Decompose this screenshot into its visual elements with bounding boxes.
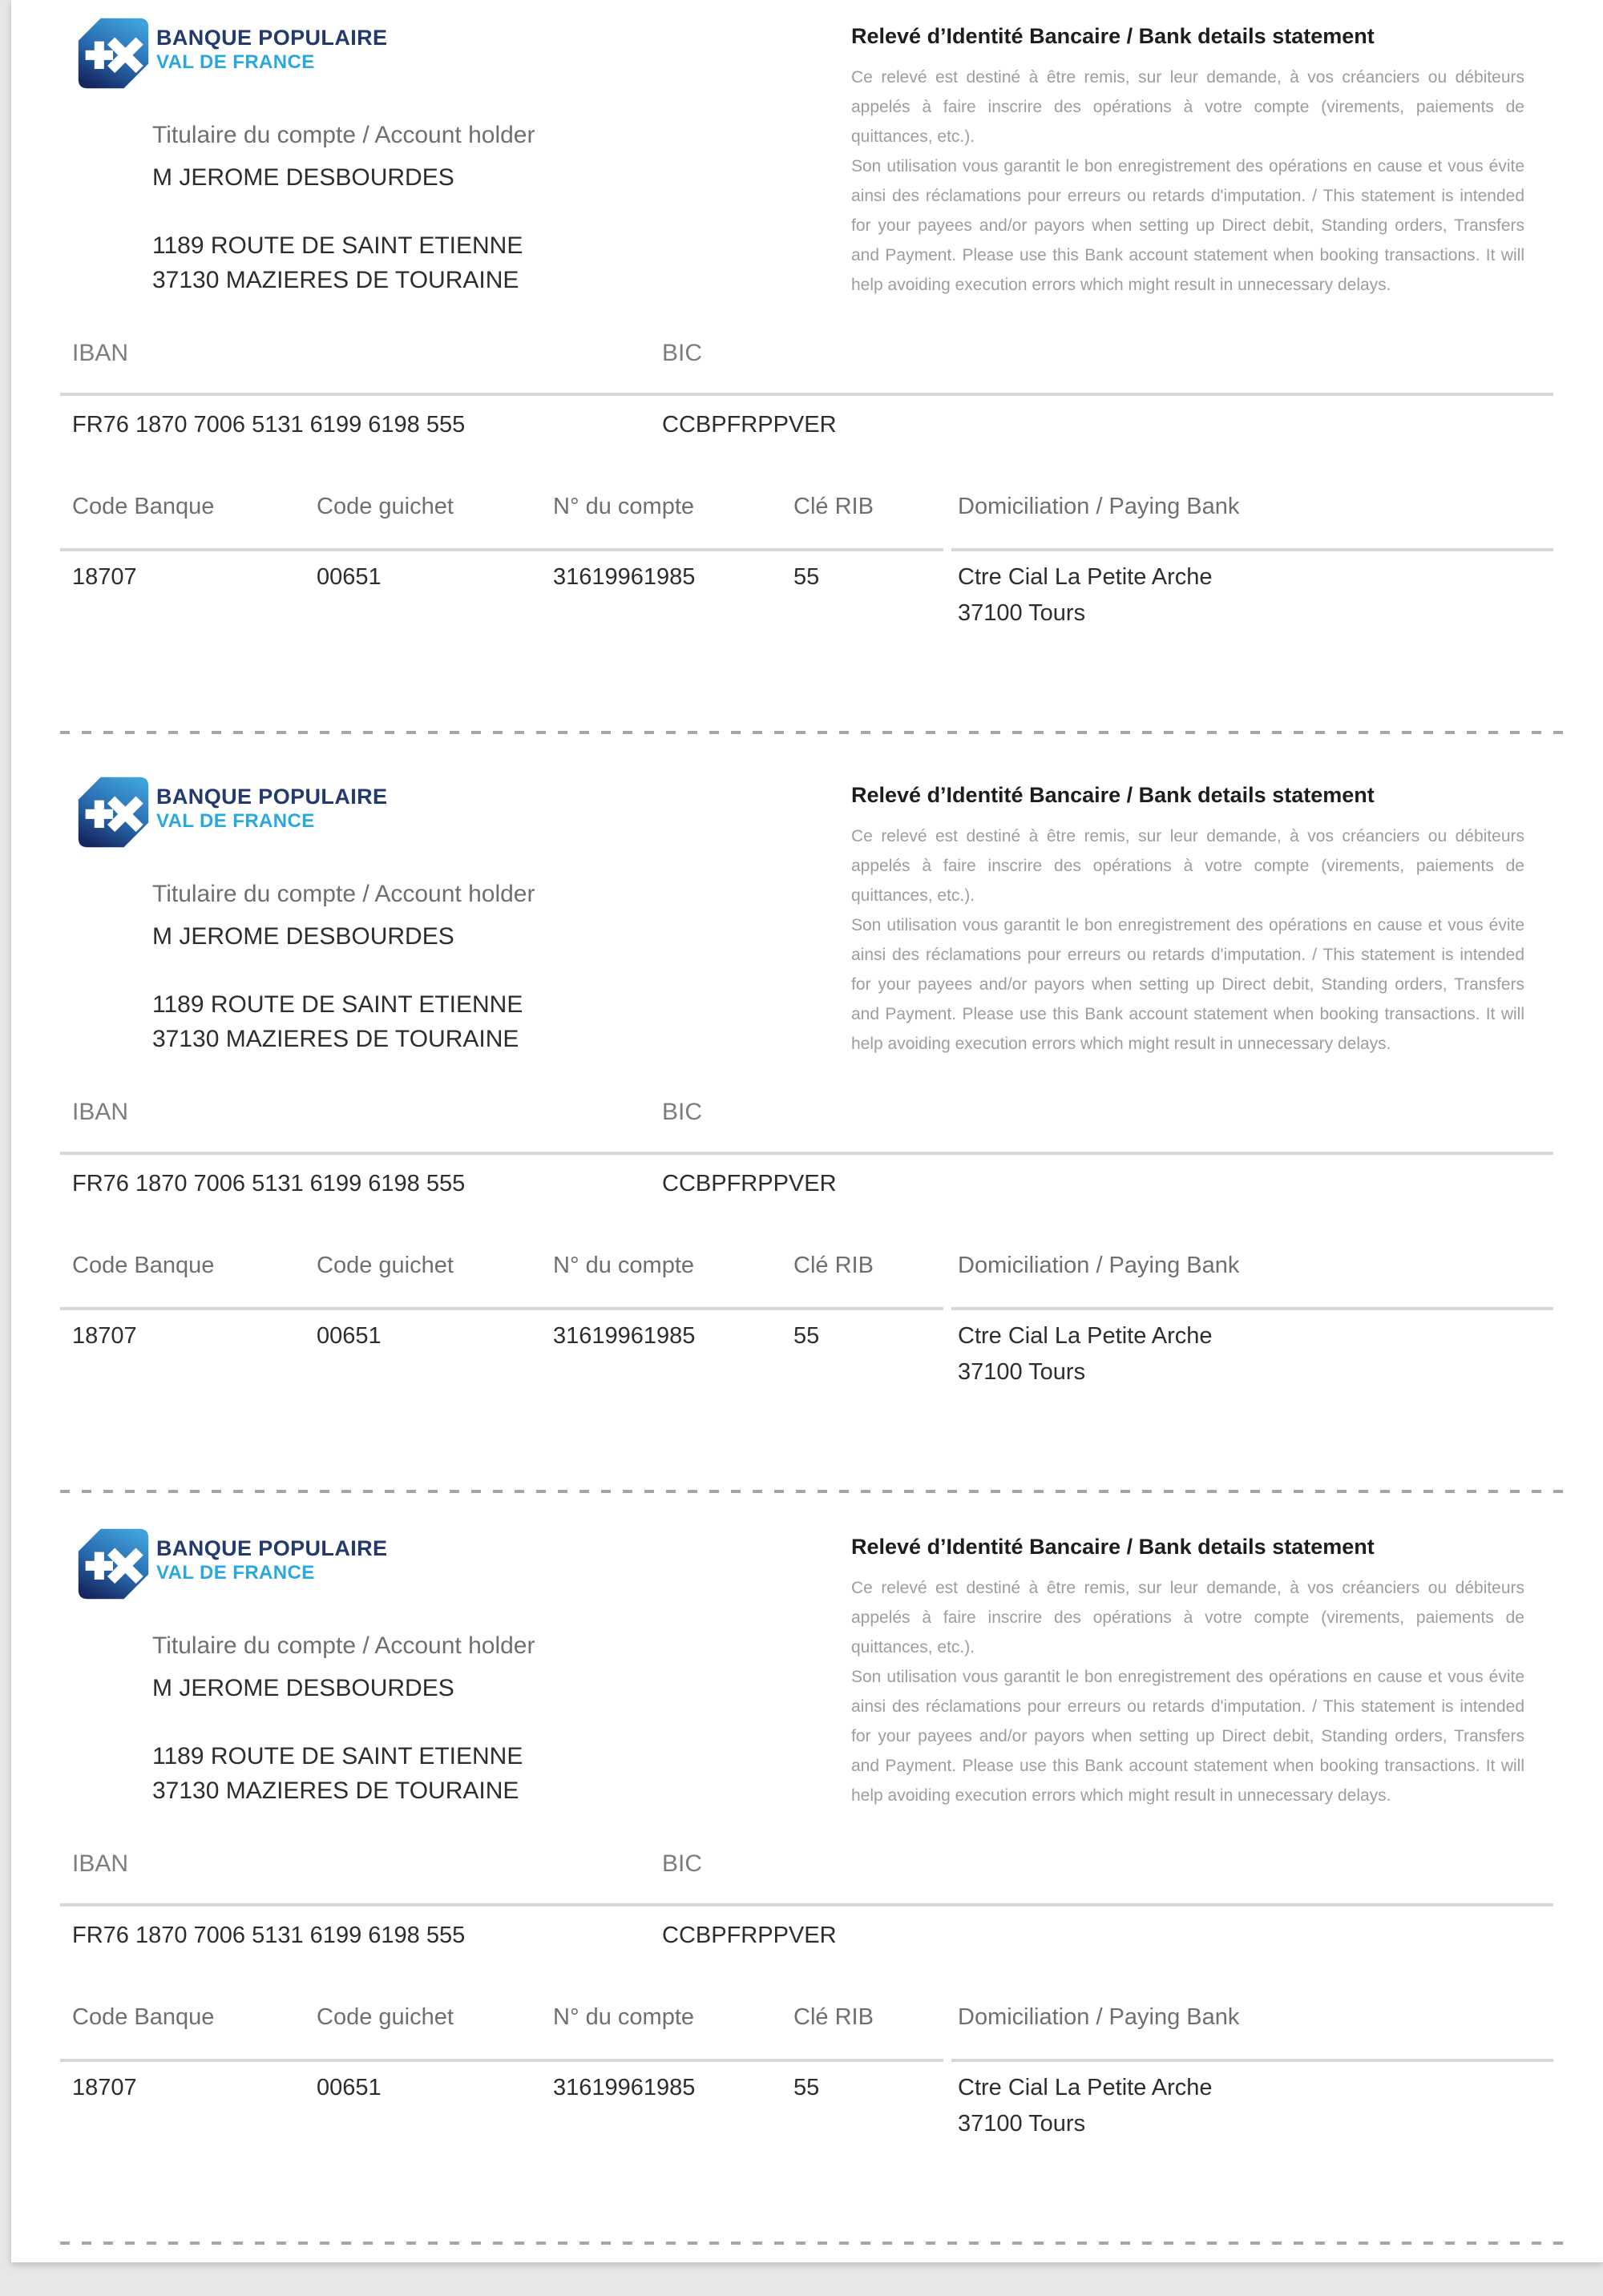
table-cell-cle-rib: 55 xyxy=(793,564,820,590)
rib-notice-paragraph-fr: Ce relevé est destiné à être remis, sur leur demande, à vos créanciers ou débiteurs appelés à faire inscrire des opérations à votre compte (virements, paiements de quittances, etc.). xyxy=(851,827,1524,905)
table-cell-code-guichet: 00651 xyxy=(317,564,382,590)
brand-name: BANQUE POPULAIRE xyxy=(156,1536,388,1560)
rib-document-page xyxy=(11,0,1603,2262)
table-header-numero-compte: N° du compte xyxy=(553,1253,695,1278)
table-header-cle-rib: Clé RIB xyxy=(793,494,874,519)
account-holder-name: M JEROME DESBOURDES xyxy=(152,164,454,191)
iban-separator-line xyxy=(60,1152,1553,1155)
table-header-numero-compte: N° du compte xyxy=(553,494,695,519)
account-holder-name: M JEROME DESBOURDES xyxy=(152,1675,454,1701)
account-holder-label: Titulaire du compte / Account holder xyxy=(152,881,535,907)
rib-notice-paragraph-fr-en: Son utilisation vous garantit le bon enregistrement des opérations en cause et vous évite ainsi des réclamations pour erreurs ou retards d'imputation. / This statement is intended for your payees and/or payors when setting up Direct debit, Standing orders, Transfers and Payment. Please use this Bank account statement when booking transactions. It will help avoiding execution errors which might result in unnecessary delays. xyxy=(851,1668,1524,1805)
table-cell-domiciliation-line2: 37100 Tours xyxy=(958,2111,1086,2137)
table-cell-code-guichet: 00651 xyxy=(317,2075,382,2100)
banque-populaire-plus-x-icon xyxy=(76,775,151,849)
account-holder-address-line2: 37130 MAZIERES DE TOURAINE xyxy=(152,267,519,293)
bic-label: BIC xyxy=(662,1099,703,1125)
account-holder-address-line2: 37130 MAZIERES DE TOURAINE xyxy=(152,1777,519,1804)
bic-label: BIC xyxy=(662,1850,703,1877)
table-header-code-guichet: Code guichet xyxy=(317,494,454,519)
table-header-code-guichet: Code guichet xyxy=(317,1253,454,1278)
account-holder-name: M JEROME DESBOURDES xyxy=(152,923,454,950)
banque-populaire-plus-x-icon xyxy=(76,16,151,91)
rib-notice-paragraph-fr-en: Son utilisation vous garantit le bon enregistrement des opérations en cause et vous évite ainsi des réclamations pour erreurs ou retards d'imputation. / This statement is intended for your payees and/or payors when setting up Direct debit, Standing orders, Transfers and Payment. Please use this Bank account statement when booking transactions. It will help avoiding execution errors which might result in unnecessary delays. xyxy=(851,157,1524,294)
table-header-cle-rib: Clé RIB xyxy=(793,1253,874,1278)
table-cell-domiciliation-line1: Ctre Cial La Petite Arche xyxy=(958,564,1213,590)
brand-region: VAL DE FRANCE xyxy=(156,51,315,73)
table-header-code-banque: Code Banque xyxy=(72,2004,215,2030)
brand-name: BANQUE POPULAIRE xyxy=(156,785,388,809)
bic-value: CCBPFRPPVER xyxy=(662,1171,837,1196)
iban-separator-line xyxy=(60,1903,1553,1907)
bic-label: BIC xyxy=(662,340,703,366)
table-header-separator-line xyxy=(951,548,1553,551)
cut-line-dashed-separator xyxy=(60,731,1569,734)
account-holder-address-line2: 37130 MAZIERES DE TOURAINE xyxy=(152,1026,519,1052)
cut-line-dashed-separator xyxy=(60,1490,1569,1493)
table-header-cle-rib: Clé RIB xyxy=(793,2004,874,2030)
table-header-code-guichet: Code guichet xyxy=(317,2004,454,2030)
account-holder-label: Titulaire du compte / Account holder xyxy=(152,1632,535,1659)
table-cell-numero-compte: 31619961985 xyxy=(553,564,696,590)
rib-title: Relevé d’Identité Bancaire / Bank details statement xyxy=(851,783,1375,807)
cut-line-dashed-separator xyxy=(60,2242,1569,2245)
table-cell-domiciliation-line1: Ctre Cial La Petite Arche xyxy=(958,1323,1213,1349)
brand-region: VAL DE FRANCE xyxy=(156,1562,315,1584)
table-header-separator-line xyxy=(60,2059,943,2062)
rib-block xyxy=(11,16,1603,773)
table-header-domiciliation: Domiciliation / Paying Bank xyxy=(958,2004,1240,2030)
table-cell-domiciliation-line2: 37100 Tours xyxy=(958,600,1086,626)
table-header-domiciliation: Domiciliation / Paying Bank xyxy=(958,494,1240,519)
table-header-separator-line xyxy=(951,2059,1553,2062)
bic-value: CCBPFRPPVER xyxy=(662,1923,837,1948)
table-header-separator-line xyxy=(60,1307,943,1310)
table-cell-domiciliation-line1: Ctre Cial La Petite Arche xyxy=(958,2075,1213,2100)
rib-notice-paragraph-fr-en: Son utilisation vous garantit le bon enregistrement des opérations en cause et vous évite ainsi des réclamations pour erreurs ou retards d'imputation. / This statement is intended for your payees and/or payors when setting up Direct debit, Standing orders, Transfers and Payment. Please use this Bank account statement when booking transactions. It will help avoiding execution errors which might result in unnecessary delays. xyxy=(851,916,1524,1053)
account-holder-address-line1: 1189 ROUTE DE SAINT ETIENNE xyxy=(152,991,523,1018)
iban-label: IBAN xyxy=(72,1850,129,1877)
table-cell-cle-rib: 55 xyxy=(793,1323,820,1349)
bic-value: CCBPFRPPVER xyxy=(662,412,837,438)
rib-notice xyxy=(851,63,1524,300)
table-header-separator-line xyxy=(951,1307,1553,1310)
brand-name: BANQUE POPULAIRE xyxy=(156,26,388,50)
table-cell-code-banque: 18707 xyxy=(72,1323,137,1349)
rib-notice xyxy=(851,821,1524,1059)
rib-notice-paragraph-fr: Ce relevé est destiné à être remis, sur leur demande, à vos créanciers ou débiteurs appelés à faire inscrire des opérations à votre compte (virements, paiements de quittances, etc.). xyxy=(851,68,1524,146)
banque-populaire-plus-x-icon xyxy=(76,1527,151,1601)
rib-block xyxy=(11,1527,1603,2284)
table-header-domiciliation: Domiciliation / Paying Bank xyxy=(958,1253,1240,1278)
iban-value: FR76 1870 7006 5131 6199 6198 555 xyxy=(72,1171,466,1196)
table-cell-code-banque: 18707 xyxy=(72,564,137,590)
table-header-separator-line xyxy=(60,548,943,551)
iban-value: FR76 1870 7006 5131 6199 6198 555 xyxy=(72,412,466,438)
table-header-numero-compte: N° du compte xyxy=(553,2004,695,2030)
rib-title: Relevé d’Identité Bancaire / Bank details statement xyxy=(851,1535,1375,1559)
table-cell-cle-rib: 55 xyxy=(793,2075,820,2100)
iban-value: FR76 1870 7006 5131 6199 6198 555 xyxy=(72,1923,466,1948)
table-cell-domiciliation-line2: 37100 Tours xyxy=(958,1359,1086,1385)
account-holder-label: Titulaire du compte / Account holder xyxy=(152,122,535,148)
table-header-code-banque: Code Banque xyxy=(72,1253,215,1278)
brand-region: VAL DE FRANCE xyxy=(156,810,315,832)
table-cell-numero-compte: 31619961985 xyxy=(553,1323,696,1349)
table-header-code-banque: Code Banque xyxy=(72,494,215,519)
table-cell-numero-compte: 31619961985 xyxy=(553,2075,696,2100)
rib-block xyxy=(11,775,1603,1532)
rib-notice-paragraph-fr: Ce relevé est destiné à être remis, sur leur demande, à vos créanciers ou débiteurs appelés à faire inscrire des opérations à votre compte (virements, paiements de quittances, etc.). xyxy=(851,1579,1524,1656)
account-holder-address-line1: 1189 ROUTE DE SAINT ETIENNE xyxy=(152,232,523,259)
iban-separator-line xyxy=(60,393,1553,396)
iban-label: IBAN xyxy=(72,340,129,366)
table-cell-code-banque: 18707 xyxy=(72,2075,137,2100)
account-holder-address-line1: 1189 ROUTE DE SAINT ETIENNE xyxy=(152,1743,523,1769)
iban-label: IBAN xyxy=(72,1099,129,1125)
rib-notice xyxy=(851,1573,1524,1810)
rib-title: Relevé d’Identité Bancaire / Bank details statement xyxy=(851,24,1375,48)
table-cell-code-guichet: 00651 xyxy=(317,1323,382,1349)
